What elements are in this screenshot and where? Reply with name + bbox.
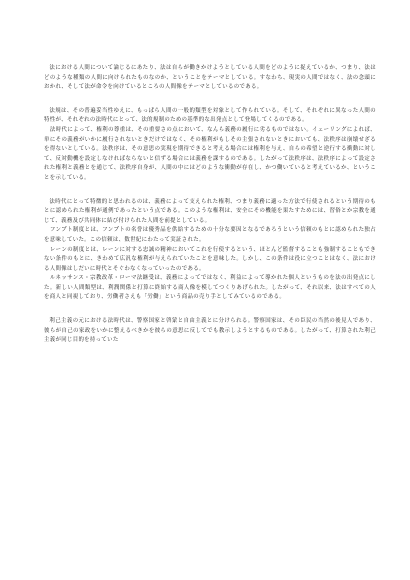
- paragraph-legal-rules: 法規は、その普遍妥当性ゆえに、もっぱら人間の一般的類型を対象として作られている。そして、それぞれに異なった人間の特性が、それぞれの法時代にとって、法的規制のための基準的な出発点として登場してくるのである。 法時代によって、権利の尊重は、その重要さの点において、なんら義務の履行に劣るものではない。イェーリングによれば、単にその義務がいかに履行されないときだけではなく、その権利がもしその主張されないときにおいても、法秩序は崩壊せざるを得ないとしている。法秩序は、その意思の実現を期待できると考える場合には権利を与え、自らの希望と逆行する衝動に対して、反対動機を設定しなければならないと信ずる場合には義務を課するのである。したがって法秩序は、法秩序によって設定された権利と義務とを通じて、法秩序自身が、人間の中にはどのような衝動が存在し、かつ働いていると考えているか、ということを示している。: [44, 107, 376, 181]
- paragraph-police-state: 利己主義の元における法時代は、警察国家と啓蒙と自由主義とに分けられる。警察国家は、その臣民の当然の後見人であり、彼らが自己の家政をいかに整えるべきかを彼らの意思に反してでも教示しようとするものである。したがって、打算された利己主義が同じ目的を持っていた: [44, 318, 376, 344]
- paragraph-rights-and-duties: 法時代にとって特徴的と思われるのは、義務によって支えられた権利、つまり義務に適った方法で行使されるという期待のもとに認められた権利が通例であったという点である。このような権利は、安全にその機能を果たすためには、習俗とか宗教を通じて、義務及び共同体に結び付けられた人間を前提としている。 フンプト制度とは、フンプトの名誉は優秀品を供給するための十分な要因となるであろうという信頼のもとに認められた独占を意味していた。この信頼は、数世紀にわたって実証された。 レーンの制度とは、レーンに対する忠誠の精神においてこれを行使するという、ほとんど監督することも強制することもできない条件のもとに、きわめて広汎な権利が与えられていたことを意味した。しかし、この条件は役に立つことはなく、法における人間像はしだいに時代とそぐわなくなっていったのである。 ルネッサンス・宗教改革・ローマ法継受は、義務によってではなく、利益によって導かれた個人というものを法の出発点にした。新しい人間類型は、利潤関係と打算に終始する商人像を模してつくりあげられた。したがって、それ以来、法はすべての人を商人と同視しており、労働者さえも「労働」という商品の売り手としてみているのである。: [44, 198, 376, 301]
- paragraph-intro: 法における人間について論じるにあたり、法は自らが働きかけようとしている人間をどのように捉えているか、つまり、法はどのような種類の人間に向けられたものなのか、ということをテーマとしている。すなわち、現実の人間ではなく、法の念頭におかれ、そして法が命令を向けているところの人間像をテーマとしているのである。: [44, 65, 376, 91]
- document-page: [44, 64, 376, 346]
